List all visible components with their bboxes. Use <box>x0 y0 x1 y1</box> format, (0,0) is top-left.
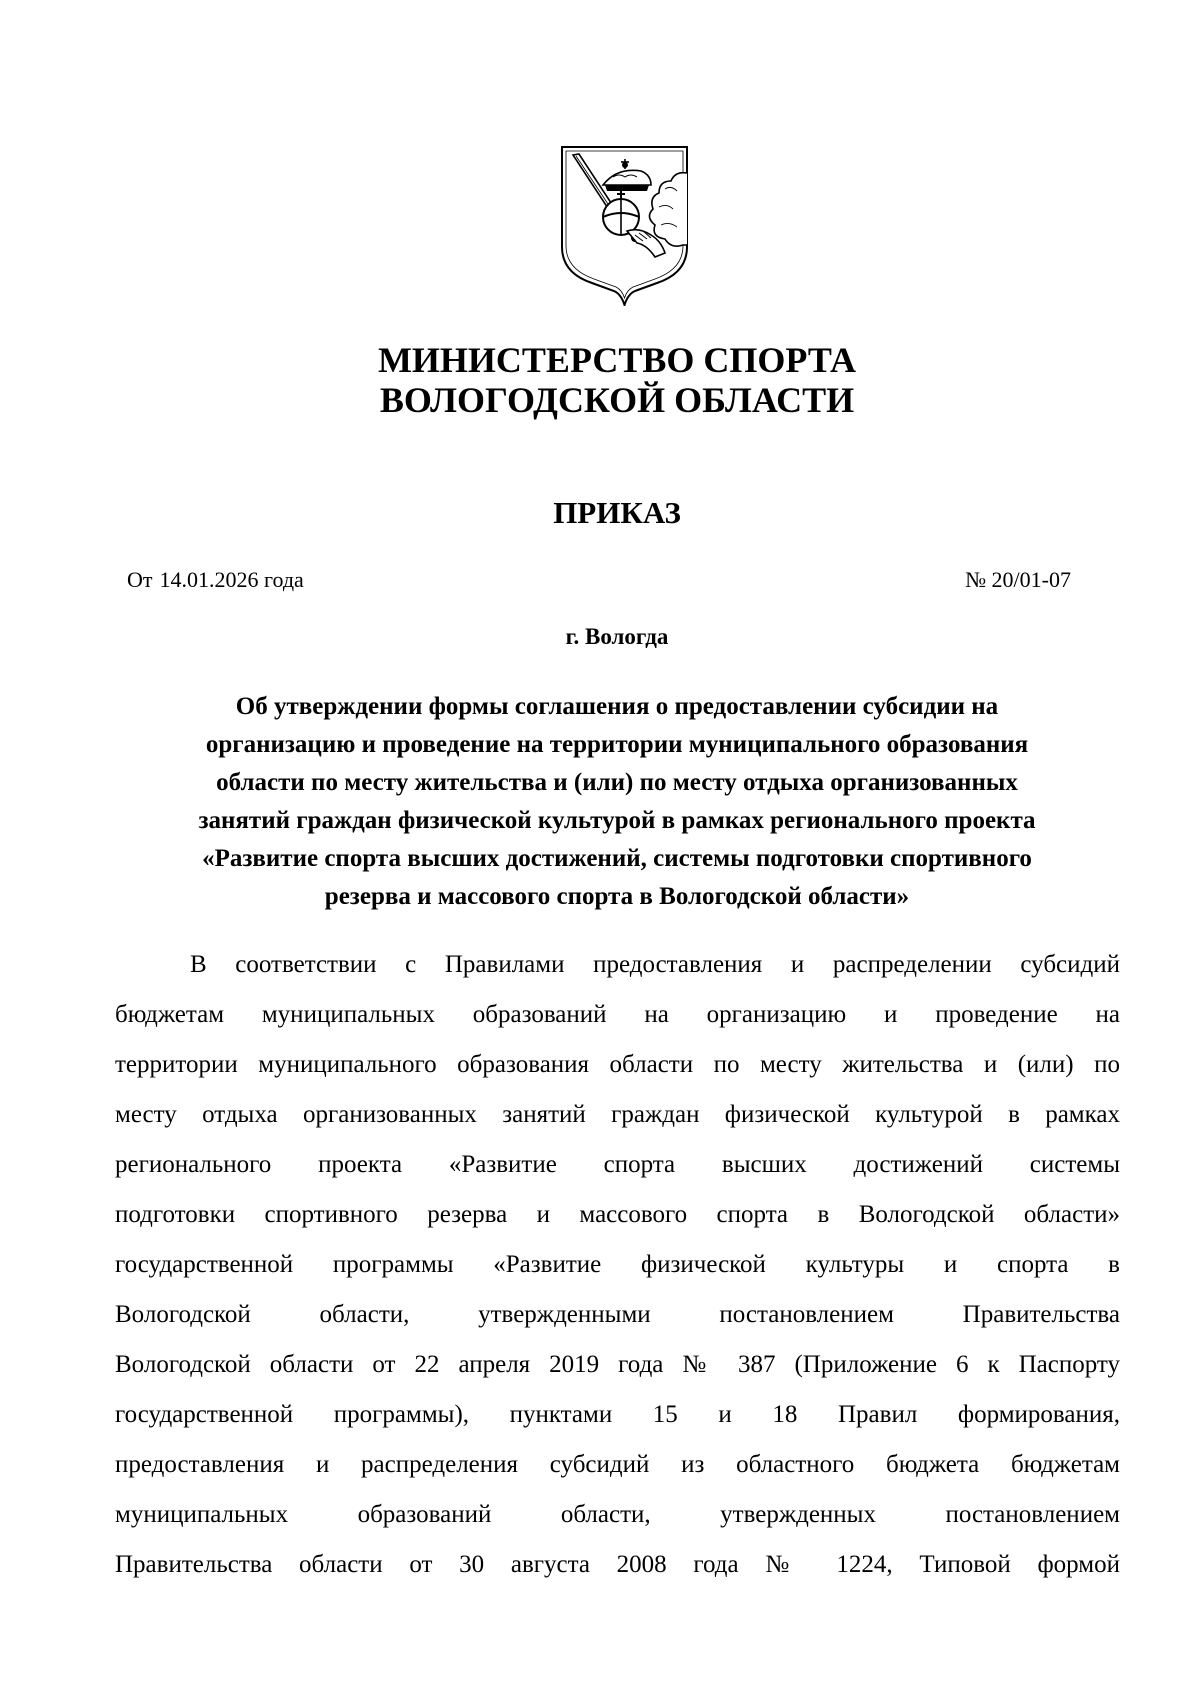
order-number: № 20/01-07 <box>965 567 1071 592</box>
coat-of-arms-icon <box>559 145 690 306</box>
date-value: 14.01.2026 года <box>159 567 304 592</box>
document-type: ПРИКАЗ <box>553 495 681 530</box>
body-line: Вологодской области от 22 апреля 2019 года № 387 (Приложение 6 к Паспорту <box>115 1351 1120 1378</box>
body-line: предоставления и распределения субсидий из областного бюджета бюджетам <box>115 1451 1120 1478</box>
subject-line: организацию и проведение на территории муниципального образования <box>205 731 1029 758</box>
body-line: регионального проекта «Развитие спорта высших достижений системы <box>115 1151 1120 1178</box>
body-line: месту отдыха организованных занятий граждан физической культурой в рамках <box>115 1101 1120 1128</box>
body-line: территории муниципального образования области по месту жительства и (или) по <box>115 1051 1120 1078</box>
subject-line: Об утверждении формы соглашения о предоставлении субсидии на <box>235 693 999 720</box>
ministry-line-1: МИНИСТЕРСТВО СПОРТА <box>377 340 857 380</box>
body-line: бюджетам муниципальных образований на организацию и проведение на <box>115 1001 1120 1028</box>
city: г. Вологда <box>565 624 669 649</box>
body-line: муниципальных образований области, утвержденных постановлением <box>115 1501 1120 1528</box>
order-subject <box>100 688 1134 916</box>
body-line: государственной программы), пунктами 15 и 18 Правил формирования, <box>115 1401 1120 1428</box>
date-prefix: От <box>127 567 153 592</box>
body-line: Вологодской области, утвержденными постановлением Правительства <box>115 1301 1120 1328</box>
subject-line: резерва и массового спорта в Вологодской области» <box>324 883 910 910</box>
subject-line: области по месту жительства и (или) по месту отдыха организованных <box>216 769 1018 796</box>
body-line: подготовки спортивного резерва и массового спорта в Вологодской области» <box>115 1201 1120 1228</box>
body-paragraph <box>115 940 1120 1590</box>
ministry-name <box>0 340 1200 420</box>
body-line: Правительства области от 30 августа 2008 года № 1224, Типовой формой <box>115 1551 1120 1578</box>
order-date <box>127 566 304 594</box>
subject-line: занятий граждан физической культурой в рамках регионального проекта <box>198 807 1036 834</box>
subject-line: «Развитие спорта высших достижений, системы подготовки спортивного <box>202 845 1032 872</box>
body-line: В соответствии с Правилами предоставления и распределении субсидий <box>190 951 1120 978</box>
ministry-line-2: ВОЛОГОДСКОЙ ОБЛАСТИ <box>379 380 855 420</box>
body-line: государственной программы «Развитие физической культуры и спорта в <box>115 1251 1120 1278</box>
